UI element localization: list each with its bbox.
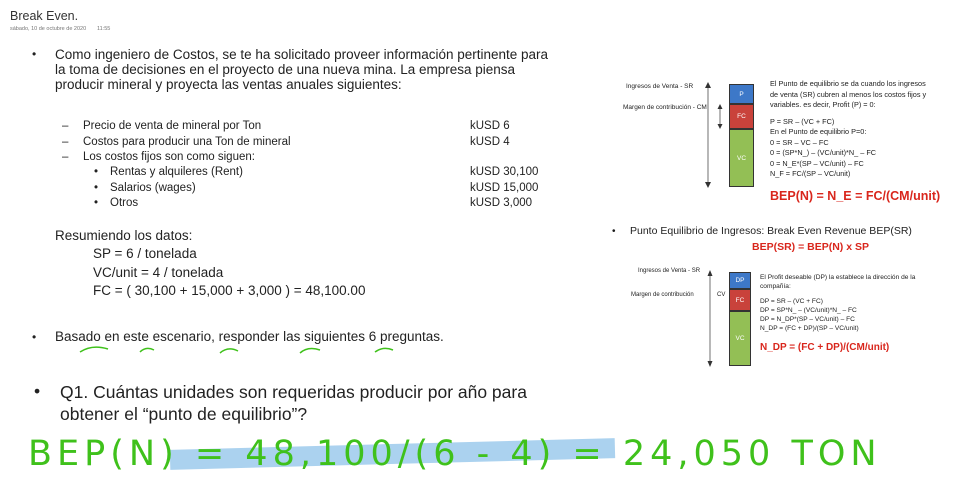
diagram1-arrows (700, 80, 730, 192)
scenario-bullet: • (32, 330, 37, 344)
diagram1-text-line: En el Punto de equilibrio P=0: (770, 127, 867, 136)
diagram2-bar-dp-label: DP (735, 277, 745, 284)
diagram2-bar-fc (729, 289, 751, 311)
revenue-text: Punto Equilibrio de Ingresos: Break Even Revenue BEP(SR) (630, 225, 912, 237)
fixed-cost-label: Salarios (wages) (110, 182, 196, 194)
intro-bullet: • (32, 47, 37, 61)
item-label: Los costos fijos son como siguen: (83, 151, 255, 163)
item-label: Precio de venta de mineral por Ton (83, 120, 262, 132)
diagram1-text-line: de venta (SR) cubren al menos los costos fijos y (770, 89, 927, 99)
q1-bullet: • (34, 381, 41, 401)
fixed-cost-label: Otros (110, 197, 139, 209)
intro-line-3: producir mineral y proyecta las ventas anuales siguientes: (55, 77, 402, 92)
diagram1-bar-vc-label: VC (736, 154, 747, 162)
diagram2-label-sr: Ingresos de Venta - SR (638, 268, 701, 274)
summary-title: Resumiendo los datos: (55, 228, 193, 243)
item-value: kUSD 4 (470, 136, 510, 148)
diagram2-bar-vc (729, 311, 751, 366)
diagram2-text (760, 273, 955, 334)
diagram1-text-line: N_F = FC/(SP – VC/unit) (770, 169, 851, 178)
q1-text (60, 381, 527, 425)
diagram1-bar-fc-label: FC (737, 113, 746, 120)
handwritten-answer: BEP(N) = 48,100/(6 - 4) = 24,050 TON (28, 434, 882, 474)
revenue-bullet: • (612, 226, 616, 237)
diagram2-text-line: N_DP = (FC + DP)/(SP – VC/unit) (760, 325, 859, 333)
diagram2-bar-fc-label: FC (735, 296, 745, 304)
diagram1-label-cm: Margen de contribución - CM (623, 104, 707, 111)
note-date: sábado, 10 de octubre de 2020 (10, 26, 87, 32)
diagram1-text (770, 79, 958, 180)
ink-underline-marks (70, 340, 410, 360)
diagram2-text-line: El Profit deseable (DP) la establece la dirección de la (760, 274, 916, 281)
diagram1-text-line: 0 = SR – VC – FC (770, 137, 829, 147)
diagram2-text-line: DP = SR – (VC + FC) (760, 297, 823, 305)
note-title: Break Even. (10, 9, 79, 23)
diagram1-text-line: variables. es decir, Profit (P) = 0: (770, 100, 876, 109)
fixed-cost-dot: • (94, 197, 99, 209)
intro-paragraph (55, 47, 581, 92)
diagram2-text-line: compañía: (760, 283, 791, 291)
item-value: kUSD 6 (470, 120, 510, 132)
diagram1-bar-vc (729, 129, 754, 187)
fixed-cost-dot: • (94, 166, 99, 178)
revenue-formula: BEP(SR) = BEP(N) x SP (752, 241, 869, 253)
q1-line-2: obtener el “punto de equilibrio”? (60, 404, 308, 424)
item-dash: – (62, 136, 69, 148)
fixed-cost-label: Rentas y alquileres (Rent) (110, 166, 243, 178)
note-time: 11:55 (97, 26, 111, 32)
diagram2-text-line: DP = SP*N_ – (VC/unit)*N_ – FC (760, 306, 857, 314)
diagram2-formula: N_DP = (FC + DP)/(CM/unit) (760, 342, 890, 353)
diagram1-text-line: El Punto de equilibrio se da cuando los ingresos (770, 79, 926, 88)
diagram2-text-line: DP = N_DP*(SP – VC/unit) – FC (760, 316, 855, 324)
diagram2-bar-vc-label: VC (735, 335, 745, 342)
fixed-cost-dot: • (94, 182, 99, 194)
diagram1-bar-p-label: P (739, 90, 744, 98)
diagram2-label-cm: Margen de contribución (631, 292, 694, 298)
diagram1-text-line: 0 = (SP*N_) – (VC/unit)*N_ – FC (770, 148, 877, 157)
diagram1-label-sr: Ingresos de Venta - SR (626, 83, 694, 90)
diagram1-formula: BEP(N) = N_E = FC/(CM/unit) (770, 189, 941, 203)
intro-line-2: la toma de decisiones en el proyecto de una nueva mina. La empresa piensa (55, 62, 516, 77)
diagram1-bar-fc (729, 104, 754, 129)
diagram2-label-cv: CV (717, 292, 726, 298)
fixed-cost-value: kUSD 3,000 (470, 197, 533, 209)
item-dash: – (62, 120, 69, 132)
diagram1-text-line: 0 = N_E*(SP – VC/unit) – FC (770, 158, 864, 168)
item-dash: – (62, 151, 69, 163)
diagram1-text-line: P = SR – (VC + FC) (770, 116, 835, 126)
fixed-cost-value: kUSD 15,000 (470, 182, 539, 194)
item-label: Costos para producir una Ton de mineral (83, 136, 291, 148)
summary-vc: VC/unit = 4 / tonelada (93, 265, 224, 280)
diagram2-arrows (703, 268, 731, 370)
intro-line-1: Como ingeniero de Costos, se te ha solicitado proveer información pertinente para (55, 47, 549, 62)
q1-line-1: Q1. Cuántas unidades son requeridas producir por año para (60, 382, 527, 402)
fixed-cost-value: kUSD 30,100 (470, 166, 539, 178)
diagram2-bar-dp (729, 272, 751, 289)
scenario-text: Basado en este escenario, responder las siguientes 6 preguntas. (55, 329, 444, 344)
diagram1-bar-p (729, 84, 754, 104)
summary-sp: SP = 6 / tonelada (93, 246, 197, 261)
summary-fc: FC = ( 30,100 + 15,000 + 3,000 ) = 48,100.00 (93, 283, 366, 298)
